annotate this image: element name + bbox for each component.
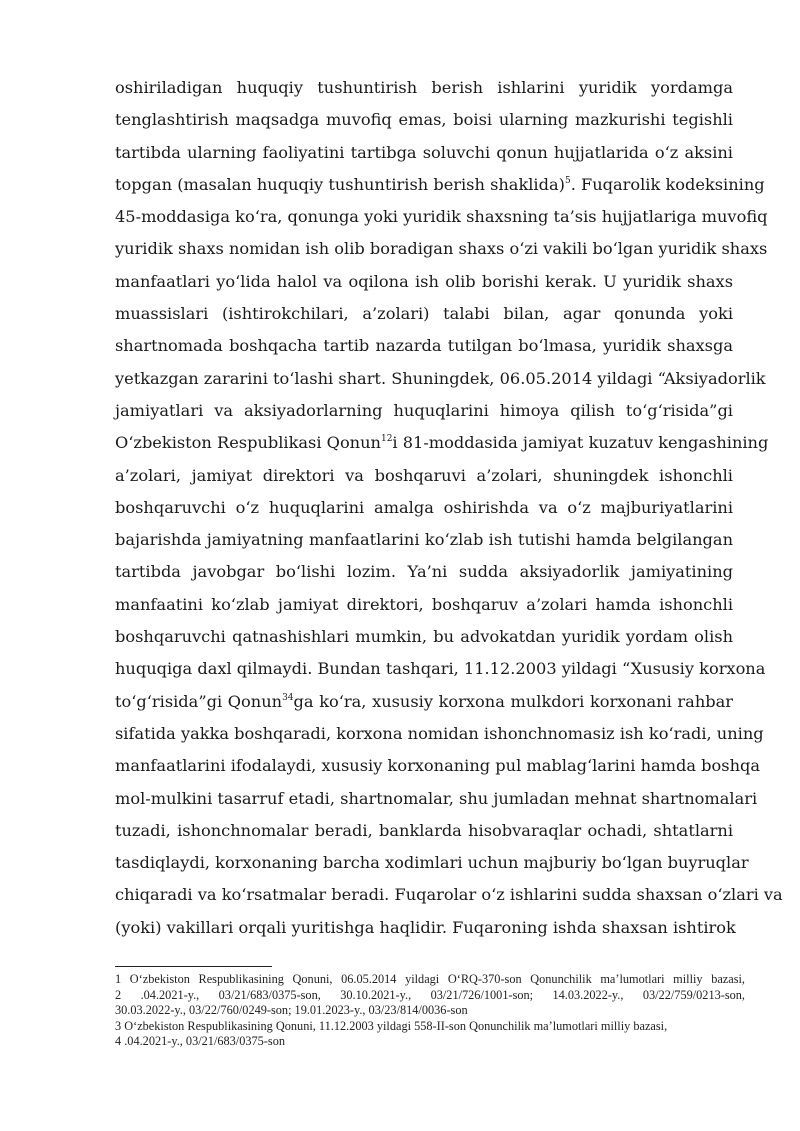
footnote-line-2: 2 .04.2021-y., 03/21/683/0375-son, 30.10.2021-y., 03/21/726/1001-son; 14.03.2022-y., 03/22/759/0213-son, — [115, 987, 745, 1002]
text-line-13: a’zolari, jamiyat direktori va boshqaruvi a’zolari, shuningdek ishonchli — [115, 465, 733, 485]
text-line-2: tenglashtirish maqsadga muvofiq emas, boisi ularning mazkurishi tegishli — [115, 110, 733, 130]
footnotes — [115, 972, 745, 1050]
body-text — [115, 72, 783, 944]
text-line-11: jamiyatlari va aksiyadorlarning huquqlarini himoya qilish to‘g‘risida”gi — [115, 400, 733, 420]
text-line-20-head: to‘g‘risida”gi Qonun — [115, 691, 283, 711]
footnote-line-3: 30.03.2022-y., 03/22/760/0249-son; 19.01.2023-y., 03/23/814/0036-son — [115, 1003, 468, 1018]
text-line-12-head: O‘zbekiston Respublikasi Qonun — [115, 433, 381, 453]
footnote-line-4: 3 O‘zbekiston Respublikasining Qonuni, 11.12.2003 yildagi 558-II-son Qonunchilik ma’lumotlari milliy bazasi, — [115, 1018, 668, 1033]
text-line-24: tuzadi, ishonchnomalar beradi, banklarda hisobvaraqlar ochadi, shtatlarni — [115, 820, 733, 840]
text-line-19: huquqiga daxl qilmaydi. Bundan tashqari, 11.12.2003 yildagi “Xususiy korxona — [115, 659, 766, 679]
text-line-22: manfaatlarini ifodalaydi, xususiy korxonaning pul mablag‘larini hamda boshqa — [115, 756, 761, 776]
text-line-20 — [115, 686, 733, 718]
footnote-ref-34: 34 — [282, 692, 294, 703]
text-line-23: mol-mulkini tasarruf etadi, shartnomalar, shu jumladan mehnat shartnomalari — [115, 788, 758, 808]
text-line-4-head: topgan (masalan huquqiy tushuntirish berish shaklida) — [115, 174, 565, 194]
text-line-7: manfaatlari yo‘lida halol va oqilona ish olib borishi kerak. U yuridik shaxs — [115, 271, 733, 291]
footnote-ref-12: 12 — [380, 434, 393, 445]
footnote-line-5: 4 .04.2021-y., 03/21/683/0375-son — [115, 1034, 285, 1049]
text-line-16: tartibda javobgar bo‘lishi lozim. Ya’ni sudda aksiyadorlik jamiyatining — [115, 562, 733, 582]
text-line-3: tartibda ularning faoliyatini tartibga soluvchi qonun hujjatlarida o‘z aksini — [115, 142, 733, 162]
text-line-4 — [115, 169, 765, 201]
text-line-14: boshqaruvchi o‘z huquqlarini amalga oshirishda va o‘z majburiyatlarini — [115, 497, 733, 517]
text-line-10: yetkazgan zararini to‘lashi shart. Shuningdek, 06.05.2014 yildagi “Aksiyadorlik — [115, 368, 766, 388]
text-line-20-tail: ga ko‘ra, xususiy korxona mulkdori korxonani rahbar — [293, 691, 733, 711]
text-line-15: bajarishda jamiyatning manfaatlarini ko‘zlab ish tutishi hamda belgilangan — [115, 530, 733, 550]
text-line-8: muassislari (ishtirokchilari, a’zolari) talabi bilan, agar qonunda yoki — [115, 304, 733, 324]
text-line-4-tail: . Fuqarolik kodeksining — [570, 174, 765, 194]
text-line-26: chiqaradi va ko‘rsatmalar beradi. Fuqarolar o‘z ishlarini sudda shaxsan o‘zlari va — [115, 885, 783, 905]
text-line-25: tasdiqlaydi, korxonaning barcha xodimlari uchun majburiy bo‘lgan buyruqlar — [115, 853, 749, 873]
text-line-9: shartnomada boshqacha tartib nazarda tutilgan bo‘lmasa, yuridik shaxsga — [115, 336, 733, 356]
text-line-21: sifatida yakka boshqaradi, korxona nomidan ishonchnomasiz ish ko‘radi, uning — [115, 723, 764, 743]
text-line-18: boshqaruvchi qatnashishlari mumkin, bu advokatdan yuridik yordam olish — [115, 627, 733, 647]
text-line-6: yuridik shaxs nomidan ish olib boradigan shaxs o‘zi vakili bo‘lgan yuridik shaxs — [115, 239, 768, 259]
text-line-12 — [115, 427, 769, 459]
footnote-ref-5: 5 — [564, 175, 571, 186]
text-line-17: manfaatini ko‘zlab jamiyat direktori, boshqaruv a’zolari hamda ishonchli — [115, 594, 733, 614]
footnote-separator — [115, 966, 272, 967]
text-line-27: (yoki) vakillari orqali yuritishga haqlidir. Fuqaroning ishda shaxsan ishtirok — [115, 917, 736, 937]
footnote-line-1: 1 O‘zbekiston Respublikasining Qonuni, 06.05.2014 yildagi O‘RQ-370-son Qonunchilik ma’lumotlari milliy bazasi, — [115, 972, 745, 986]
text-line-5: 45-moddasiga ko‘ra, qonunga yoki yuridik shaxsning ta’sis hujjatlariga muvofiq — [115, 207, 768, 227]
text-line-1: oshiriladigan huquqiy tushuntirish berish ishlarini yuridik yordamga — [115, 78, 733, 97]
text-line-12-tail: i 81-moddasida jamiyat kuzatuv kengashining — [392, 433, 769, 453]
